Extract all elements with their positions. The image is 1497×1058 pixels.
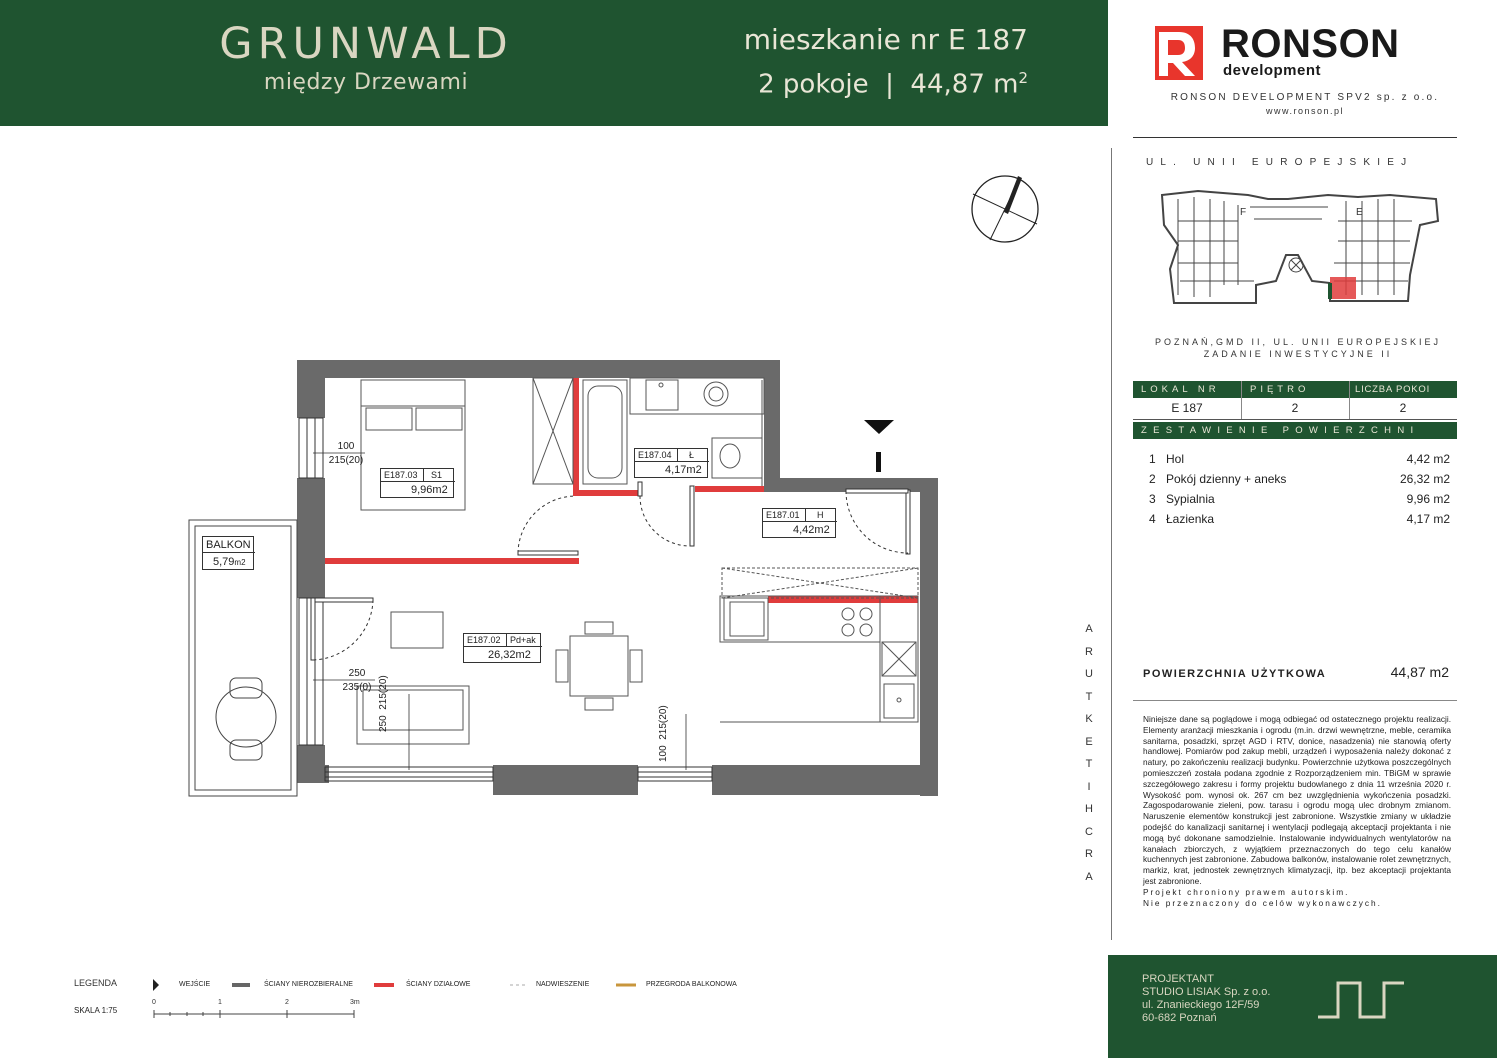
designer-company: STUDIO LISIAK Sp. z o.o. — [1142, 986, 1271, 998]
room-no: 1 — [1149, 452, 1156, 466]
room-area: 26,32m2 — [488, 649, 531, 661]
room-code: H — [817, 510, 824, 520]
room-area: 26,32 m2 — [1399, 472, 1450, 486]
room-area: 9,96 m2 — [1406, 492, 1450, 506]
scale-tick: 0 — [152, 999, 156, 1006]
side-label-letter: A — [1085, 623, 1093, 635]
dim-value: 215(20) — [658, 705, 669, 740]
lokal-header: LOKAL NR — [1141, 384, 1220, 395]
rooms-list — [1146, 452, 1452, 532]
balcony-area-unit: m2 — [234, 558, 246, 567]
dim-value: 100 — [337, 441, 355, 452]
room-area: 9,96m2 — [411, 484, 448, 496]
dim-value: 250 — [348, 668, 366, 679]
scale-tick: 1 — [218, 999, 222, 1006]
dim-window-kitchen — [658, 705, 669, 762]
legend-overhang: NADWIESZENIE — [536, 981, 590, 988]
balcony-area — [213, 556, 246, 568]
dim-value: 215(20) — [378, 675, 389, 710]
list-item — [1146, 452, 1452, 472]
side-label-letter: C — [1085, 825, 1093, 838]
side-label-letter: I — [1087, 780, 1091, 793]
dim-value: 215(20) — [328, 455, 364, 466]
balcony-area-value: 5,79 — [213, 556, 235, 568]
lokal-values-row — [1133, 398, 1457, 420]
lokal-header-row — [1133, 381, 1457, 398]
room-name: Sypialnia — [1166, 492, 1215, 506]
room-name: Pokój dzienny + aneks — [1166, 472, 1287, 486]
room-code: Ł — [689, 450, 695, 460]
address-line-1: POZNAŃ,GMD II, UL. UNII EUROPEJSKIEJ — [1154, 337, 1442, 347]
street-name: UL. UNII EUROPEJSKIEJ — [1146, 157, 1414, 168]
side-label-letter: R — [1085, 848, 1093, 860]
room-no: 4 — [1149, 512, 1156, 526]
room-name: Łazienka — [1166, 512, 1215, 526]
side-label-letter: H — [1085, 803, 1093, 815]
disclaimer-copyright: Projekt chroniony prawem autorskim. — [1143, 886, 1350, 897]
scale-bar — [150, 996, 370, 1026]
svg-text:F: F — [1240, 207, 1247, 218]
dim-value: 235(0) — [342, 682, 372, 693]
side-label-letter: E — [1085, 735, 1093, 748]
room-label-bedroom — [380, 468, 454, 498]
designer-city: 60-682 Poznań — [1142, 1012, 1217, 1024]
scale-tick: 2 — [285, 999, 289, 1006]
frame-line — [1111, 148, 1112, 940]
balcony-label — [202, 536, 254, 570]
apartment-summary: 2 pokoje | 44,87 $m^2$ — [758, 69, 1028, 100]
room-no: 2 — [1149, 472, 1156, 486]
legend-entry: WEJŚCIE — [179, 981, 211, 988]
room-area: 4,42m2 — [793, 524, 830, 536]
divider — [1133, 137, 1457, 138]
side-label-letter: A — [1085, 870, 1093, 883]
designer-street: ul. Znanieckiego 12F/59 — [1142, 999, 1260, 1011]
dim-window-south — [378, 675, 389, 732]
scale-label: SKALA 1:75 — [74, 1006, 118, 1015]
room-code: S1 — [431, 470, 443, 480]
rooms-count: 2 pokoje — [758, 69, 869, 100]
logo-word: RONSON — [1221, 22, 1400, 66]
room-area: 4,17 m2 — [1406, 512, 1450, 526]
pietro-header: PIĘTRO — [1250, 384, 1310, 395]
side-label-letter: U — [1085, 668, 1093, 680]
lokal-number: E 187 — [1171, 401, 1203, 415]
room-id: E187.03 — [384, 470, 418, 480]
room-area: 4,17m2 — [665, 464, 702, 476]
svg-text:E: E — [1356, 207, 1363, 218]
room-label-bathroom — [634, 448, 708, 478]
disclaimer-note: Nie przeznaczony do celów wykonawczych. — [1143, 897, 1382, 908]
divider — [1133, 700, 1457, 701]
balcony-name: BALKON — [206, 539, 251, 551]
studio-logo-icon — [1316, 979, 1406, 1021]
disclaimer-body: Niniejsze dane są poglądowe i mogą odbiegać od ostatecznego projektu realizacji. Elementy aranżacji mieszkania i ogrodu (m.in. drzwi wewnętrzne, meble, ceramika sanitarna, posadzki, sprzęt AGD i RTV, donice, nasadzenia) nie stanowią oferty handlowej. Pomiarów pod zakup mebli, urządzeń i wyposażenia należy dokonać z natury, po zakończeniu realizacji budynku. Powierzchnie użytkowa poszczególnych pomieszczeń została podana zgodnie z Rozporządzeniem min. TBiGM w sprawie szczegółowego zakresu i formy projektu budowlanego z dnia 11 września 2020 r. Wysokość pom. wynosi ok. 267 cm bez uwzględnienia wykończenia posadzki. Zagospodarowanie zieleni, pow. tarasu i ogrodu mogą ulec drobnym zmianom. Naruszenie elementów konstrukcji jest zabronione. Wszystkie zmiany w układzie podejść do kanalizacji sanitarnej i wentylacji podlegają akceptacji projektanta i nie mogą być dokonane samodzielnie. Instalowanie indywidualnych wentylatorów na kanałach zbiorczych, z wyjątkiem przeznaczonych do tego celu kanałów kuchennych jest zabronione. Zabudowa balkonów, instalowanie rolet zewnętrznych, markiz, krat, jednostek zewnętrznych klimatyzacji, itp. bez akceptacji projektanta jest zabronione. — [1143, 714, 1451, 886]
dim-window-bedroom — [326, 440, 366, 468]
designer-block — [1108, 955, 1497, 1058]
list-item — [1146, 512, 1452, 532]
side-label — [1082, 618, 1096, 888]
side-label-letter: K — [1085, 713, 1093, 725]
dim-value: 100 — [658, 745, 669, 762]
area-unit-sup: 2 — [1018, 69, 1028, 87]
dim-value: 250 — [378, 715, 389, 732]
room-area: 4,42 m2 — [1406, 452, 1450, 466]
room-label-hall — [762, 508, 836, 538]
list-item — [1146, 492, 1452, 512]
room-name: Hol — [1166, 452, 1185, 466]
floor-value: 2 — [1291, 401, 1299, 415]
apartment-number: mieszkanie nr E 187 — [743, 23, 1028, 56]
usable-area-label: POWIERZCHNIA UŻYTKOWA — [1143, 668, 1327, 680]
room-id: E187.04 — [638, 450, 672, 460]
usable-area — [1143, 664, 1449, 688]
disclaimer — [1143, 714, 1451, 908]
legend-partition: ŚCIANY DZIAŁOWE — [406, 981, 471, 988]
room-id: E187.02 — [467, 635, 501, 645]
bearing-walls — [297, 360, 938, 796]
list-item — [1146, 472, 1452, 492]
room-id: E187.01 — [766, 510, 800, 520]
designer-title: PROJEKTANT — [1142, 973, 1214, 985]
pokoi-header: LICZBA POKOI — [1355, 384, 1431, 395]
logo-sub: development — [1223, 62, 1322, 79]
summary-header: ZESTAWIENIE POWIERZCHNI — [1141, 425, 1420, 436]
area-total: 44,87 m — [910, 69, 1019, 100]
key-plan — [1158, 185, 1442, 307]
dim-window-living — [337, 667, 377, 695]
room-no: 3 — [1149, 492, 1156, 506]
scale-tick: 3m — [350, 999, 360, 1006]
rooms-value: 2 — [1399, 401, 1407, 415]
entrance-icon — [864, 420, 894, 472]
legend-balcony-div: PRZEGRODA BALKONOWA — [646, 981, 737, 988]
designer-info — [1142, 973, 1270, 1025]
room-label-living — [463, 633, 541, 663]
side-label-letter: R — [1085, 645, 1093, 658]
legend-title: LEGENDA — [74, 978, 118, 988]
legend — [74, 978, 117, 988]
brand-name: GRUNWALD — [219, 19, 513, 69]
website: www.ronson.pl — [1265, 106, 1345, 116]
summary-header-row — [1133, 422, 1457, 439]
developer-logo — [1147, 22, 1457, 82]
project-address — [1133, 336, 1463, 360]
ronson-r-icon — [1147, 26, 1203, 80]
address-line-2: ZADANIE INWESTYCYJNE II — [1203, 349, 1393, 359]
side-label-letter: T — [1085, 758, 1093, 770]
side-label-letter: T — [1085, 690, 1093, 703]
usable-area-value: 44,87 m2 — [1390, 664, 1449, 680]
brand-subtitle: między Drzewami — [263, 70, 469, 95]
room-code: Pd+ak — [510, 635, 536, 645]
company-name: RONSON DEVELOPMENT SPV2 sp. z o.o. — [1170, 92, 1440, 103]
legend-bearing: ŚCIANY NIEROZBIERALNE — [264, 981, 353, 988]
